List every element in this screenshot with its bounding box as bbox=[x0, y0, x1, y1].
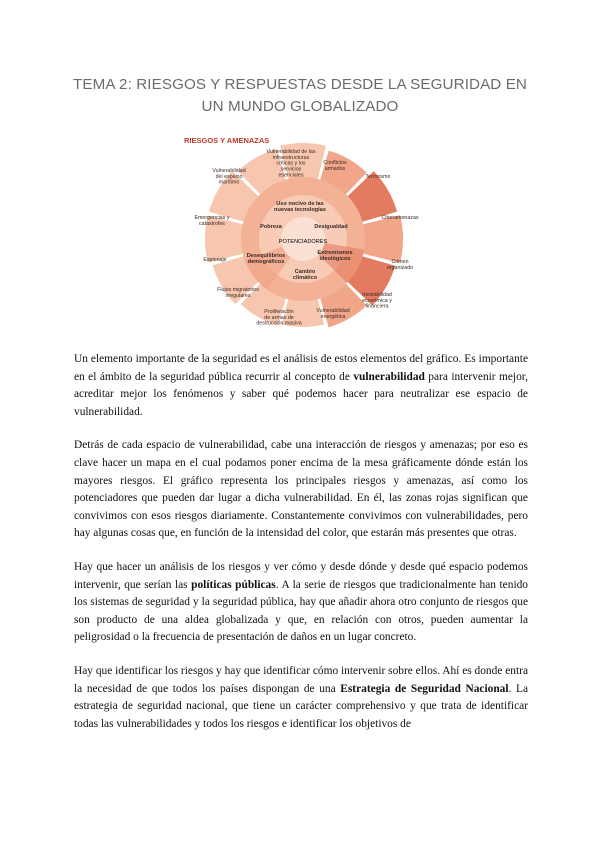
title-line-2: UN MUNDO GLOBALIZADO bbox=[201, 98, 399, 115]
label-energetica bbox=[316, 308, 349, 320]
label-emergencias-line-2: catástrofes bbox=[199, 220, 225, 227]
p1-bold-term: vulnerabilidad bbox=[353, 370, 425, 383]
label-inestabilidad-line-1: Inestabilidad bbox=[362, 292, 392, 298]
label-extremismos bbox=[317, 250, 352, 262]
label-uso_nocivo bbox=[274, 201, 326, 213]
label-conflictos-line-2: armados bbox=[324, 165, 346, 172]
p4-text-c: . La estrategia de seguridad nacional, que tiene un carácter comprehensivo y que trata de identificar todas las vulnerabilidades y todos los riesgos e identificar los objetivos de bbox=[74, 682, 529, 730]
figure-heading: RIESGOS Y AMENAZAS bbox=[184, 136, 270, 145]
title-line-1: TEMA 2: RIESGOS Y RESPUESTAS DESDE LA SEGURIDAD EN bbox=[72, 76, 527, 93]
risks-threats-diagram bbox=[178, 131, 430, 339]
label-conflictos bbox=[323, 160, 347, 172]
label-infraestructuras-line-3: críticas y los bbox=[276, 160, 306, 167]
label-crimen-line-1: Crimen bbox=[391, 259, 409, 265]
label-flujos-line-1: Flujos migratorios bbox=[217, 287, 259, 293]
label-extremismos-line-2: ideológicos bbox=[319, 256, 351, 263]
label-energetica-line-1: Vulnerabilidad bbox=[316, 308, 350, 314]
label-pobreza-line-1: Pobreza bbox=[260, 224, 282, 230]
p1-text-c: para intervenir mejor, acreditar mejor los fenómenos y saber qué podemos hacer para neutralizar ese espacio de vulnerabilidad. bbox=[74, 370, 528, 418]
p4-text-a: Hay que identificar los riesgos y hay que identificar cómo intervenir sobre ellos. Ahí es donde entra la necesidad de que todos los países dispongan de una bbox=[74, 664, 528, 695]
label-maritimo-line-3: marítimo bbox=[218, 179, 240, 186]
page-title bbox=[60, 74, 540, 118]
label-uso_nocivo-line-1: Uso nocivo de las bbox=[276, 201, 324, 207]
label-ciberamenazas-line-1: Ciberamenazas bbox=[381, 215, 419, 221]
label-crimen-line-2: organizado bbox=[386, 264, 414, 271]
label-desigualdad-line-1: Desigualdad bbox=[314, 224, 348, 230]
label-infraestructuras-line-1: Vulnerabilidad de las bbox=[266, 149, 316, 155]
label-emergencias-line-1: Emergencias y bbox=[194, 215, 230, 221]
label-proliferacion-line-3: destrucción masiva bbox=[256, 320, 302, 327]
label-proliferacion-line-1: Proliferación bbox=[264, 309, 294, 315]
label-inestabilidad bbox=[362, 292, 392, 310]
label-desequilibrios bbox=[247, 253, 286, 265]
label-cambio-line-2: climático bbox=[292, 275, 318, 282]
p4-bold-term: Estrategia de Seguridad Nacional bbox=[340, 682, 509, 695]
label-desequilibrios-line-2: demográficos bbox=[247, 259, 285, 266]
label-maritimo-line-1: Vulnerabilidad bbox=[212, 168, 246, 174]
label-terrorismo bbox=[365, 174, 390, 180]
paragraph-4 bbox=[74, 663, 528, 733]
label-conflictos-line-1: Conflictos bbox=[323, 160, 347, 166]
label-infraestructuras-line-5: esenciales bbox=[278, 172, 304, 179]
label-uso_nocivo-line-2: nuevas tecnologías bbox=[274, 207, 326, 214]
paragraph-3 bbox=[74, 559, 528, 647]
label-cambio-line-1: Cambio bbox=[294, 269, 316, 275]
p3-bold-term: políticas públicas bbox=[191, 578, 276, 591]
document-body bbox=[74, 351, 528, 749]
label-desequilibrios-line-1: Desequilibrios bbox=[246, 253, 286, 259]
paragraph-2: Detrás de cada espacio de vulnerabilidad, cabe una interacción de riesgos y amenazas; por eso es clave hacer un mapa en el cual podamos poner encima de la mesa gráficamente dónde están los mayores riesgos. El gráfico representa los principales riesgos y amenazas, así como los potenciadores que pueden dar lugar a dicha vulnerabilidad. En él, las zonas rojas significan que convivimos con esos riesgos diariamente. Constantemente convivimos con vulnerabilidades, pero hay algunas cosas que, en función de la intensidad del color, que estarán más presentes que otras. bbox=[74, 439, 528, 540]
label-cambio bbox=[293, 269, 318, 281]
label-inestabilidad-line-2: económica y bbox=[362, 297, 392, 304]
label-maritimo-line-2: del espacio bbox=[215, 173, 243, 180]
label-inestabilidad-line-3: financiera bbox=[365, 303, 389, 310]
label-flujos-line-2: irregulares bbox=[225, 292, 251, 299]
label-infraestructuras-line-4: servicios bbox=[280, 166, 302, 173]
p1-text-a: Un elemento importante de la seguridad es el análisis de estos elementos del gráfico. Es importante en el ámbito de la seguridad pública recurrir al concepto de bbox=[74, 353, 528, 383]
label-ciberamenazas bbox=[381, 215, 418, 221]
label-desigualdad bbox=[314, 224, 348, 230]
label-espionaje bbox=[203, 257, 226, 263]
label-energetica-line-2: energética bbox=[320, 313, 346, 320]
label-pobreza bbox=[260, 224, 283, 230]
label-terrorismo-line-1: Terrorismo bbox=[365, 174, 391, 180]
label-extremismos-line-1: Extremismos bbox=[317, 250, 353, 256]
center-label: POTENCIADORES bbox=[278, 239, 328, 245]
p3-text-a: Hay que hacer un análisis de los riesgos y ver cómo y desde dónde y desde qué espacio podemos intervenir, que serían las bbox=[74, 560, 528, 591]
risks-threats-figure bbox=[178, 131, 430, 339]
label-emergencias bbox=[194, 215, 229, 227]
p3-text-c: . A la serie de riesgos que tradicionalmente han tenido los sistemas de seguridad y la seguridad pública, hay que añadir ahora otro conjunto de riesgos que son producto de una aldea globalizada y que, en relación con otros, pueden aumentar la peligrosidad o la frecuencia de presentación de daños en un lugar concreto. bbox=[74, 578, 528, 644]
paragraph-1 bbox=[74, 351, 528, 421]
label-proliferacion-line-2: de armas de bbox=[264, 314, 294, 321]
label-infraestructuras-line-2: infraestructuras bbox=[272, 154, 310, 161]
label-espionaje-line-1: Espionaje bbox=[203, 257, 227, 263]
